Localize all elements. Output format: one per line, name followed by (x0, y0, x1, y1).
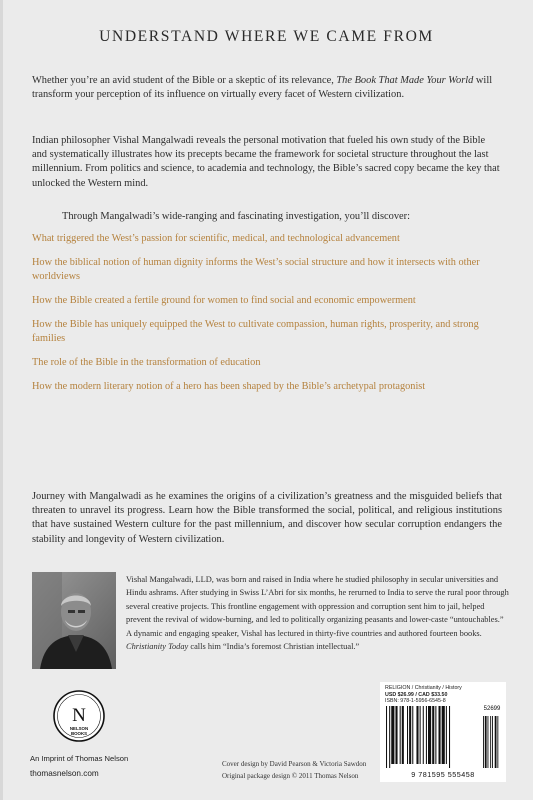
cover-design-credit: Cover design by David Pearson & Victoria Sawdon (222, 760, 367, 768)
barcode-isbn: ISBN: 978-1-5956-6545-8 (385, 698, 446, 705)
website: thomasnelson.com (30, 769, 99, 778)
barcode-bar (432, 706, 434, 764)
list-item: The role of the Bible in the transformation of education (32, 357, 261, 368)
addon-bar (485, 716, 487, 768)
bio-main: Vishal Mangalwadi, LLD, was born and raised in India where he studied philosophy in secular universities and Hindu ashrams. After studying in Swiss L’Abri for six months, he rerurned to India to serve the rural poor through several creative projects. This frontline engagement with oppression and corruption sent him to jail, helped prevent the revival of widow-burning, and led to politically organizing peasants and lower-caste “untouchables.” A dynamic and engaging speaker, Vishal has lectured in thirty-five countries and authored fourteen books. (126, 575, 509, 638)
author-bio (126, 573, 509, 653)
discovery-list (32, 232, 506, 404)
barcode-bar (426, 706, 427, 764)
nelson-books-logo (53, 690, 105, 742)
logo-line2: BOOKS (70, 731, 88, 736)
barcode-number: 9 781595 555458 (411, 770, 475, 779)
barcode-bar (423, 706, 424, 764)
barcode-bars (384, 706, 502, 768)
discover-intro: Through Mangalwadi’s wide-ranging and fascinating investigation, you’ll discover: (62, 211, 411, 222)
barcode-bar (391, 706, 394, 764)
book-title: The Book That Made Your World (336, 75, 474, 86)
addon-bar (492, 716, 493, 768)
motivation-paragraph: Indian philosopher Vishal Mangalwadi reveals the personal motivation that fueled his own study of the Bible and systematically illustrates how its precepts became the framework for societal structure throughout the last millennium. From politics and science, to academia and technology, the Bible’s sacred copy became the key that unlocked the Western mind. (32, 135, 500, 189)
intro-text-before: Whether you’re an avid student of the Bible or a skeptic of its relevance, (32, 75, 337, 86)
addon-bar (488, 716, 489, 768)
list-item: What triggered the West’s passion for scientific, medical, and technological advancement (32, 233, 400, 244)
intro-text-after: will transform your perception of its influence on virtually every facet of Western civilization. (32, 75, 493, 101)
journey-paragraph: Journey with Mangalwadi as he examines the origins of a civilization’s greatness and the misguided beliefs that threaten to unravel its progress. Learn how the Bible transformed the social, political, and religious institutions that have sustained Western culture for the past millennium, and discover how secular corruption endangers the stability and longevity of Western civilization. (32, 491, 502, 545)
list-item: How the modern literary notion of a hero has been shaped by the Bible’s archetypal protagonist (32, 381, 426, 392)
addon-bar (490, 716, 491, 768)
barcode-bar (389, 706, 390, 768)
intro-paragraph (32, 74, 502, 102)
barcode-bar (446, 706, 447, 764)
barcode-bar (409, 706, 411, 764)
barcode-bar (386, 706, 387, 768)
author-photo (32, 572, 116, 669)
spine-edge (0, 0, 3, 800)
imprint-line: An Imprint of Thomas Nelson (30, 754, 129, 763)
barcode-price: USD $26.99 / CAD $33.50 (385, 691, 448, 698)
barcode-addon: 52699 (483, 706, 501, 712)
barcode-category: RELIGION / Christianity / History (385, 685, 462, 691)
bio-end: calls him “India’s foremost Christian intellectual.” (188, 642, 360, 652)
design-credits (222, 758, 372, 782)
barcode-bar (402, 706, 404, 764)
package-design-credit: Original package design © 2011 Thomas Nelson (222, 772, 359, 780)
author-portrait-icon (32, 572, 116, 669)
list-item: How the Bible created a fertile ground for women to find social and economic empowerment (32, 295, 416, 306)
barcode-bar (428, 706, 431, 764)
barcode-bar (412, 706, 413, 764)
barcode-box (380, 682, 506, 782)
list-item: How the biblical notion of human dignity informs the West’s social structure and how it intersects with other worldviews (32, 257, 480, 282)
list-item: How the Bible has uniquely equipped the West to cultivate compassion, human rights, prosperity, and strong families (32, 319, 479, 344)
barcode-bar (442, 706, 445, 764)
barcode-bar (449, 706, 450, 768)
barcode-bar (435, 706, 436, 764)
barcode-bar (416, 706, 418, 764)
headline: UNDERSTAND WHERE WE CAME FROM (99, 28, 434, 45)
barcode-bar (420, 706, 421, 764)
addon-bar (495, 716, 497, 768)
barcode-bar (439, 706, 441, 764)
nelson-logo-icon (53, 690, 105, 742)
barcode-bar (395, 706, 397, 764)
logo-letter: N (72, 705, 86, 726)
barcode-bar (400, 706, 401, 764)
logo-line1: NELSON (69, 726, 89, 731)
addon-bar (483, 716, 484, 768)
addon-bar (497, 716, 498, 768)
barcode-bar (407, 706, 408, 764)
bio-magazine: Christianity Today (126, 642, 189, 652)
